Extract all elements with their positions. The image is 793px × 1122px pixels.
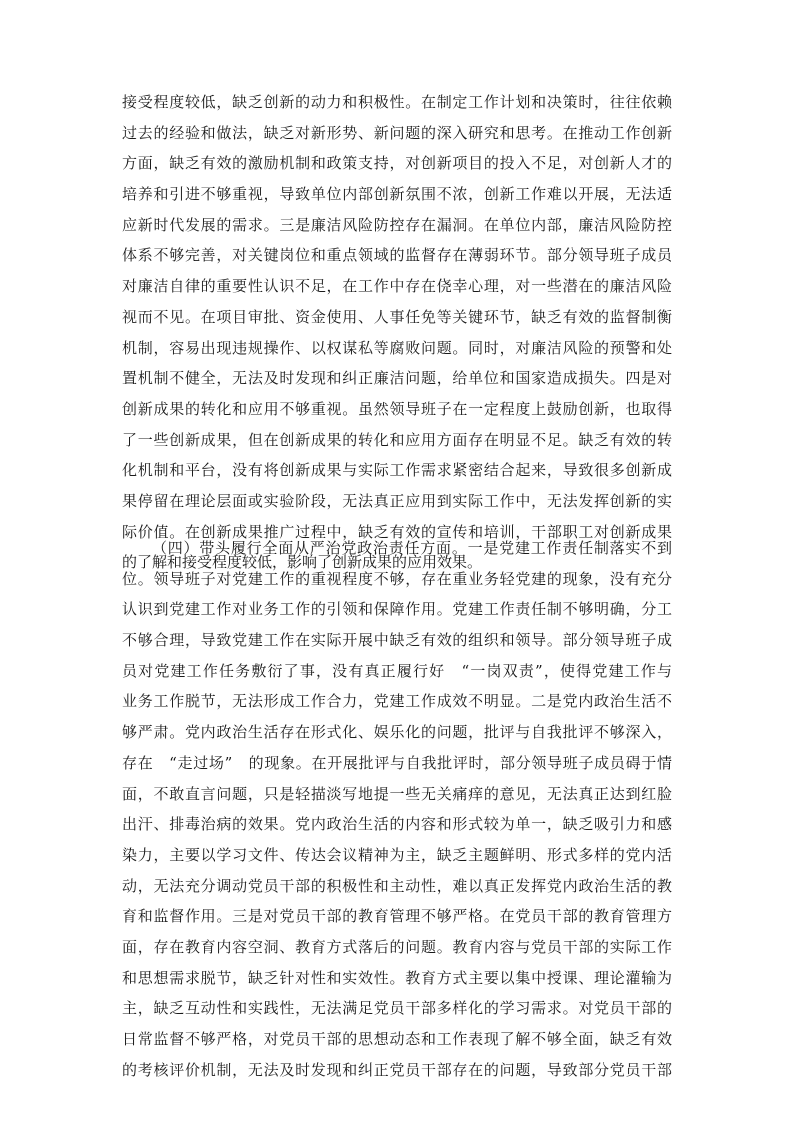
paragraph-continuation [122, 87, 672, 578]
text-line: 主，缺乏互动性和实践性，无法满足党员干部多样化的学习需求。对党员干部的 [122, 999, 672, 1018]
text-line: 过去的经验和做法，缺乏对新形势、新问题的深入研究和思考。在推动工作创新 [122, 123, 672, 142]
text-line: 置机制不健全，无法及时发现和纠正廉洁问题，给单位和国家造成损失。四是对 [122, 369, 672, 388]
text-line: 了一些创新成果，但在创新成果的转化和应用方面存在明显不足。缺乏有效的转 [122, 430, 672, 449]
text-line: 创新成果的转化和应用不够重视。虽然领导班子在一定程度上鼓励创新，也取得 [122, 399, 672, 418]
text-line: 动，无法充分调动党员干部的积极性和主动性，难以真正发挥党内政治生活的教 [122, 876, 672, 895]
text-line: 际价值。在创新成果推广过程中，缺乏有效的宣传和培训，干部职工对创新成果 [122, 522, 672, 541]
text-line: 员对党建工作任务敷衍了事，没有真正履行好 “一岗双责”，使得党建工作与 [122, 661, 672, 680]
text-line: 方面，缺乏有效的激励机制和政策支持，对创新项目的投入不足，对创新人才的 [122, 154, 672, 173]
text-line: 面，不敢直言问题，只是轻描淡写地提一些无关痛痒的意见，无法真正达到红脸 [122, 784, 672, 803]
text-line: 位。领导班子对党建工作的重视程度不够，存在重业务轻党建的现象，没有充分 [122, 569, 672, 588]
text-line: 体系不够完善，对关键岗位和重点领域的监督存在薄弱环节。部分领导班子成员 [122, 246, 672, 265]
text-line: 的了解和接受程度较低，影响了创新成果的应用效果。 [122, 553, 483, 572]
text-line: 视而不见。在项目审批、资金使用、人事任免等关键环节，缺乏有效的监督制衡 [122, 307, 672, 326]
text-line: 机制，容易出现违规操作、以权谋私等腐败问题。同时，对廉洁风险的预警和处 [122, 338, 672, 357]
text-line: 的考核评价机制，无法及时发现和纠正党员干部存在的问题，导致部分党员干部 [122, 1060, 672, 1079]
text-line: 接受程度较低，缺乏创新的动力和积极性。在制定工作计划和决策时，往往依赖 [122, 93, 672, 111]
text-line: 染力，主要以学习文件、传达会议精神为主，缺乏主题鲜明、形式多样的党内活 [122, 845, 672, 864]
text-line: 化机制和平台，没有将创新成果与实际工作需求紧密结合起来，导致很多创新成 [122, 461, 672, 480]
text-line: 出汗、排毒治病的效果。党内政治生活的内容和形式较为单一，缺乏吸引力和感 [122, 815, 672, 834]
text-line: 和思想需求脱节，缺乏针对性和实效性。教育方式主要以集中授课、理论灌输为 [122, 968, 672, 987]
text-line: 日常监督不够严格，对党员干部的思想动态和工作表现了解不够全面，缺乏有效 [122, 1030, 672, 1048]
text-line: 对廉洁自律的重要性认识不足，在工作中存在侥幸心理，对一些潜在的廉洁风险 [122, 277, 672, 296]
text-line: 够严肃。党内政治生活存在形式化、娱乐化的问题，批评与自我批评不够深入， [122, 723, 672, 742]
text-line: 存在 “走过场” 的现象。在开展批评与自我批评时，部分领导班子成员碍于情 [122, 753, 672, 772]
text-line: 培养和引进不够重视，导致单位内部创新氛围不浓，创新工作难以开展，无法适 [122, 185, 672, 204]
text-line: 业务工作脱节，无法形成工作合力，党建工作成效不明显。二是党内政治生活不 [122, 692, 672, 711]
section-four-paragraph [122, 533, 672, 1085]
section-heading-line: （四）带头履行全面从严治党政治责任方面。一是党建工作责任制落实不到 [152, 539, 672, 557]
text-line: 认识到党建工作对业务工作的引领和保障作用。党建工作责任制不够明确，分工 [122, 600, 672, 619]
text-line: 不够合理，导致党建工作在实际开展中缺乏有效的组织和领导。部分领导班子成 [122, 631, 672, 650]
text-line: 应新时代发展的需求。三是廉洁风险防控存在漏洞。在单位内部，廉洁风险防控 [122, 215, 672, 234]
text-line: 育和监督作用。三是对党员干部的教育管理不够严格。在党员干部的教育管理方 [122, 907, 672, 926]
text-line: 面，存在教育内容空洞、教育方式落后的问题。教育内容与党员干部的实际工作 [122, 937, 672, 956]
text-line: 果停留在理论层面或实验阶段，无法真正应用到实际工作中，无法发挥创新的实 [122, 491, 672, 510]
